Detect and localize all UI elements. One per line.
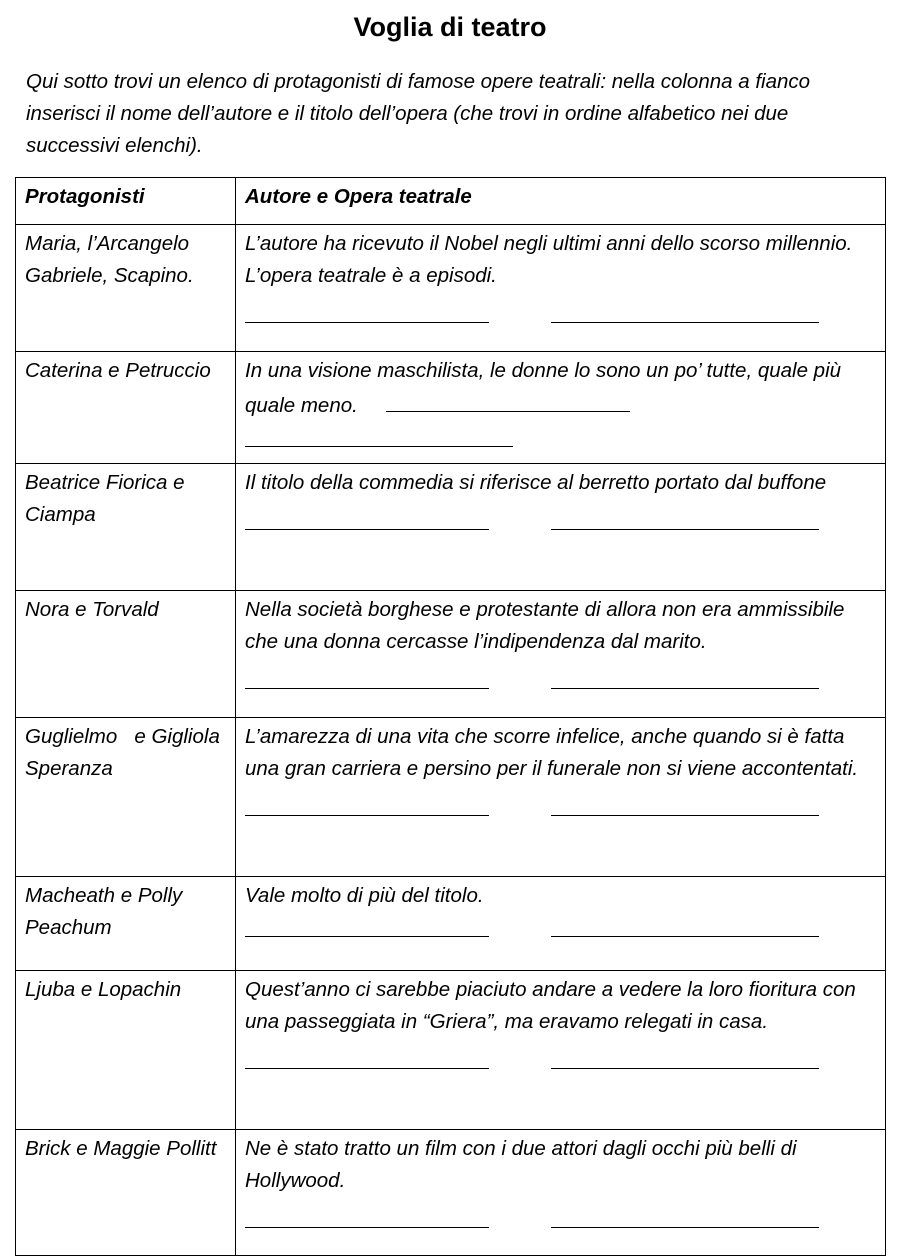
title-answer-line[interactable]	[551, 1044, 819, 1069]
table-row	[16, 591, 886, 718]
title-answer-line[interactable]	[551, 505, 819, 530]
table-row	[16, 718, 886, 877]
answer-lines	[245, 1203, 879, 1235]
clue-cell	[236, 591, 886, 718]
answer-lines	[245, 505, 879, 537]
clue-cell	[236, 225, 886, 352]
clue-text: L’amarezza di una vita che scorre infelice, anche quando si è fatta una gran carriera e persino per il funerale non si viene accontentati.	[245, 725, 859, 780]
protagonists-cell: Maria, l’Arcangelo Gabriele, Scapino.	[16, 225, 236, 352]
answer-lines	[245, 664, 879, 696]
protagonists-cell: Guglielmo e Gigliola Speranza	[16, 718, 236, 877]
author-answer-line[interactable]	[245, 791, 489, 816]
title-answer-line[interactable]	[551, 912, 819, 937]
answer-lines	[245, 298, 879, 330]
author-answer-line[interactable]	[245, 505, 489, 530]
clue-text: In una visione maschilista, le donne lo sono un po’ tutte, quale più quale meno.	[245, 359, 842, 417]
clue-text: Il titolo della commedia si riferisce al berretto portato dal buffone	[245, 471, 827, 494]
header-autore-opera: Autore e Opera teatrale	[236, 178, 886, 225]
answer-lines	[245, 422, 879, 454]
table-row	[16, 1130, 886, 1256]
answer-lines	[245, 1044, 879, 1076]
clue-cell	[236, 877, 886, 971]
protagonists-cell: Nora e Torvald	[16, 591, 236, 718]
clue-text: Nella società borghese e protestante di allora non era ammissibile che una donna cercasse l’indipendenza dal marito.	[245, 598, 845, 653]
author-answer-line[interactable]	[245, 912, 489, 937]
exercise-table	[15, 177, 886, 1256]
protagonists-cell: Caterina e Petruccio	[16, 352, 236, 464]
title-answer-line[interactable]	[245, 422, 513, 447]
clue-text: Vale molto di più del titolo.	[245, 884, 484, 907]
author-answer-line[interactable]	[245, 298, 489, 323]
table-row	[16, 971, 886, 1130]
clue-cell	[236, 718, 886, 877]
author-answer-line[interactable]	[245, 664, 489, 689]
table-header-row	[16, 178, 886, 225]
clue-cell	[236, 352, 886, 464]
clue-cell	[236, 464, 886, 591]
title-answer-line[interactable]	[551, 298, 819, 323]
table-row	[16, 464, 886, 591]
author-answer-line[interactable]	[245, 1203, 489, 1228]
page-title: Voglia di teatro	[353, 12, 547, 42]
clue-text: Ne è stato tratto un film con i due attori dagli occhi più belli di Hollywood.	[245, 1137, 797, 1192]
author-answer-line[interactable]	[386, 387, 630, 412]
clue-text: L’autore ha ricevuto il Nobel negli ultimi anni dello scorso millennio. L’opera teatrale è a episodi.	[245, 232, 853, 287]
protagonists-cell: Macheath e Polly Peachum	[16, 877, 236, 971]
table-row	[16, 225, 886, 352]
table-row	[16, 877, 886, 971]
author-answer-line[interactable]	[245, 1044, 489, 1069]
title-answer-line[interactable]	[551, 1203, 819, 1228]
clue-cell	[236, 971, 886, 1130]
protagonists-cell: Beatrice Fiorica e Ciampa	[16, 464, 236, 591]
header-protagonisti: Protagonisti	[16, 178, 236, 225]
title-answer-line[interactable]	[551, 791, 819, 816]
protagonists-cell: Brick e Maggie Pollitt	[16, 1130, 236, 1256]
clue-text: Quest’anno ci sarebbe piaciuto andare a vedere la loro fioritura con una passeggiata in “Griera”, ma eravamo relegati in casa.	[245, 978, 856, 1033]
instructions: Qui sotto trovi un elenco di protagonisti di famose opere teatrali: nella colonna a fianco inserisci il nome dell’autore e il titolo dell’opera (che trovi in ordine alfabetico nei due successivi elenchi).	[26, 70, 811, 157]
table-row	[16, 352, 886, 464]
answer-lines	[245, 912, 879, 944]
protagonists-cell: Ljuba e Lopachin	[16, 971, 236, 1130]
title-answer-line[interactable]	[551, 664, 819, 689]
answer-lines	[245, 791, 879, 823]
clue-cell	[236, 1130, 886, 1256]
